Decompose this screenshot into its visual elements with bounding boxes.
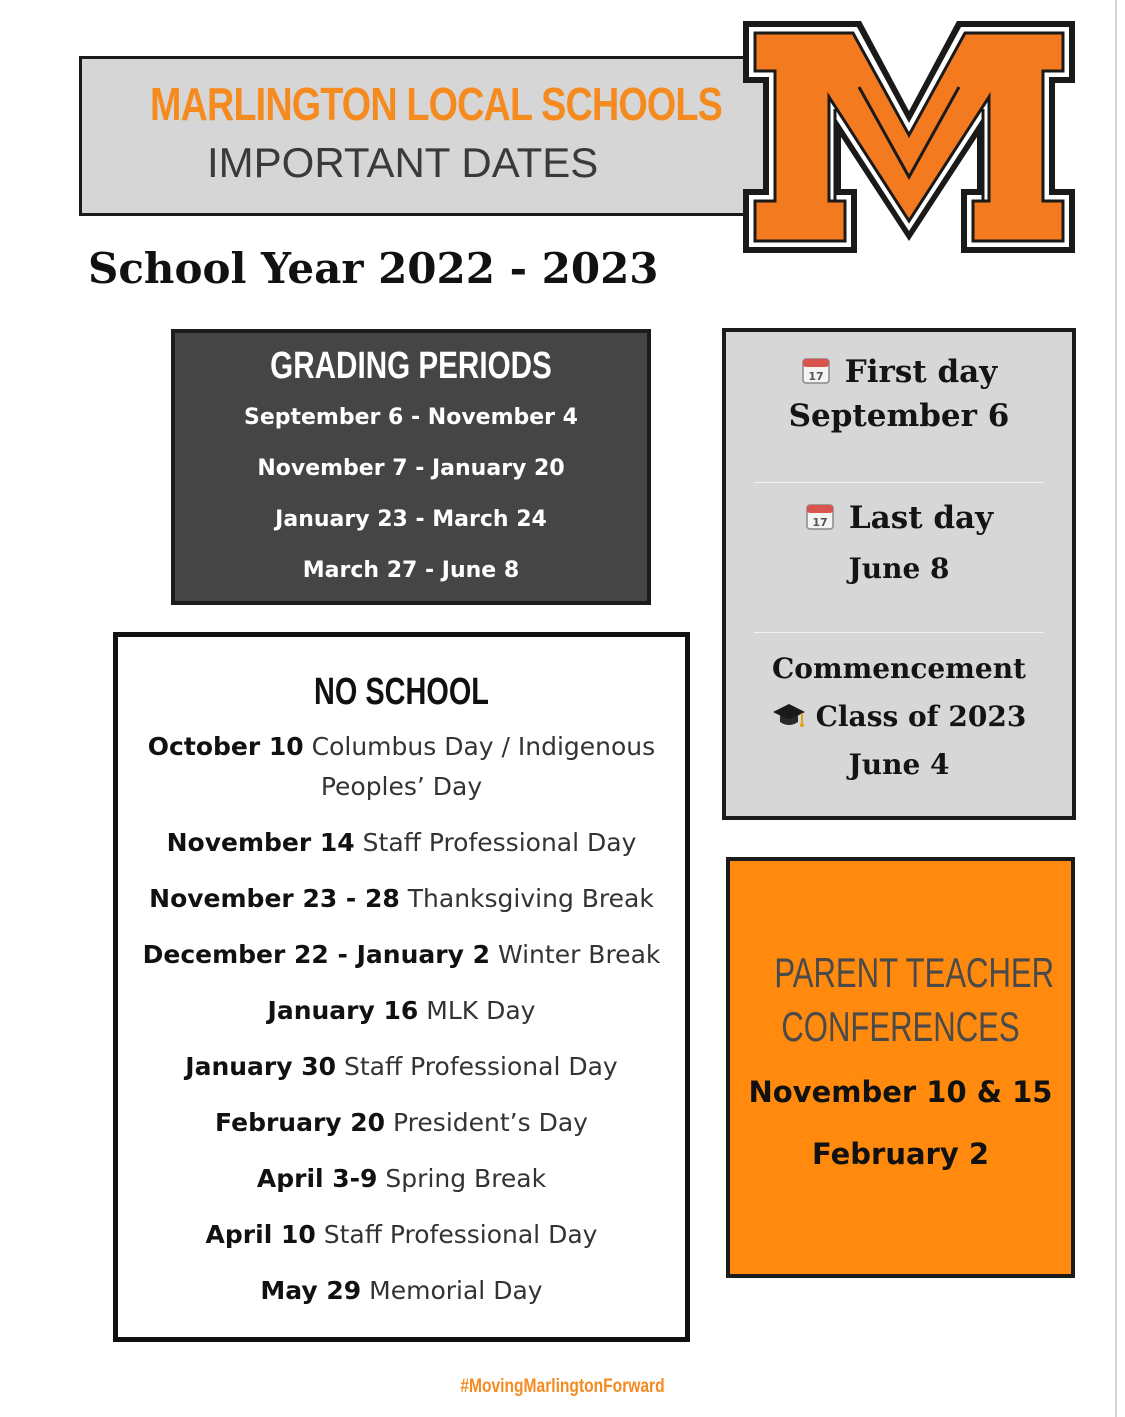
banner-subtitle: IMPORTANT DATES — [207, 139, 599, 186]
no-school-title: NO SCHOOL — [314, 671, 489, 713]
no-school-item: November 14 Staff Professional Day — [166, 828, 637, 857]
calendar-icon — [801, 355, 831, 385]
last-day-row — [726, 500, 1072, 536]
no-school-item: May 29 Memorial Day — [260, 1276, 543, 1305]
class-of-row — [726, 700, 1072, 733]
logo-letter-fill — [755, 33, 1063, 241]
no-school-item: December 22 - January 2 Winter Break — [142, 940, 661, 969]
conference-date: November 10 & 15 — [748, 1075, 1053, 1109]
hashtag: #MovingMarlingtonForward — [460, 1376, 665, 1397]
divider — [754, 482, 1044, 483]
conference-date: February 2 — [811, 1137, 990, 1171]
no-school-item: April 3-9 Spring Break — [256, 1164, 547, 1193]
first-day-row — [726, 354, 1072, 390]
no-school-item: January 16 MLK Day — [267, 996, 536, 1025]
header-banner — [79, 56, 769, 216]
graduation-cap-icon — [772, 700, 806, 730]
commencement-label: Commencement — [772, 652, 1026, 685]
divider — [754, 632, 1044, 633]
grading-periods-title: GRADING PERIODS — [270, 345, 552, 387]
grading-period-item: November 7 - January 20 — [257, 456, 565, 481]
marlington-m-logo — [739, 17, 1079, 257]
school-year-title: School Year 2022 - 2023 — [88, 244, 659, 293]
no-school-item: October 10 Columbus Day / Indigenous Peoples’ Day — [147, 732, 656, 801]
no-school-item: February 20 President’s Day — [215, 1108, 588, 1137]
conferences-panel — [726, 857, 1075, 1278]
first-day-date: September 6 — [788, 398, 1010, 434]
grading-period-item: September 6 - November 4 — [243, 405, 578, 430]
svg-text:17: 17 — [808, 370, 824, 383]
grading-period-item: March 27 - June 8 — [302, 558, 520, 583]
no-school-panel — [113, 632, 690, 1342]
grading-periods-panel — [171, 329, 651, 605]
first-day-label: First day — [844, 354, 998, 390]
conferences-title-line1: PARENT TEACHER — [774, 949, 1055, 996]
class-of-label: Class of 2023 — [815, 700, 1027, 733]
commencement-date: June 4 — [848, 748, 950, 781]
last-day-label: Last day — [848, 500, 994, 536]
key-dates-panel — [722, 328, 1076, 820]
last-day-date: June 8 — [848, 552, 950, 585]
no-school-item: April 10 Staff Professional Day — [205, 1220, 598, 1249]
grading-period-item: January 23 - March 24 — [275, 507, 547, 532]
calendar-icon — [805, 501, 835, 531]
conferences-title-line2: CONFERENCES — [781, 1003, 1020, 1050]
no-school-item: January 30 Staff Professional Day — [185, 1052, 618, 1081]
svg-text:17: 17 — [812, 516, 828, 529]
org-name: MARLINGTON LOCAL SCHOOLS — [150, 78, 722, 130]
no-school-item: November 23 - 28 Thanksgiving Break — [149, 884, 654, 913]
